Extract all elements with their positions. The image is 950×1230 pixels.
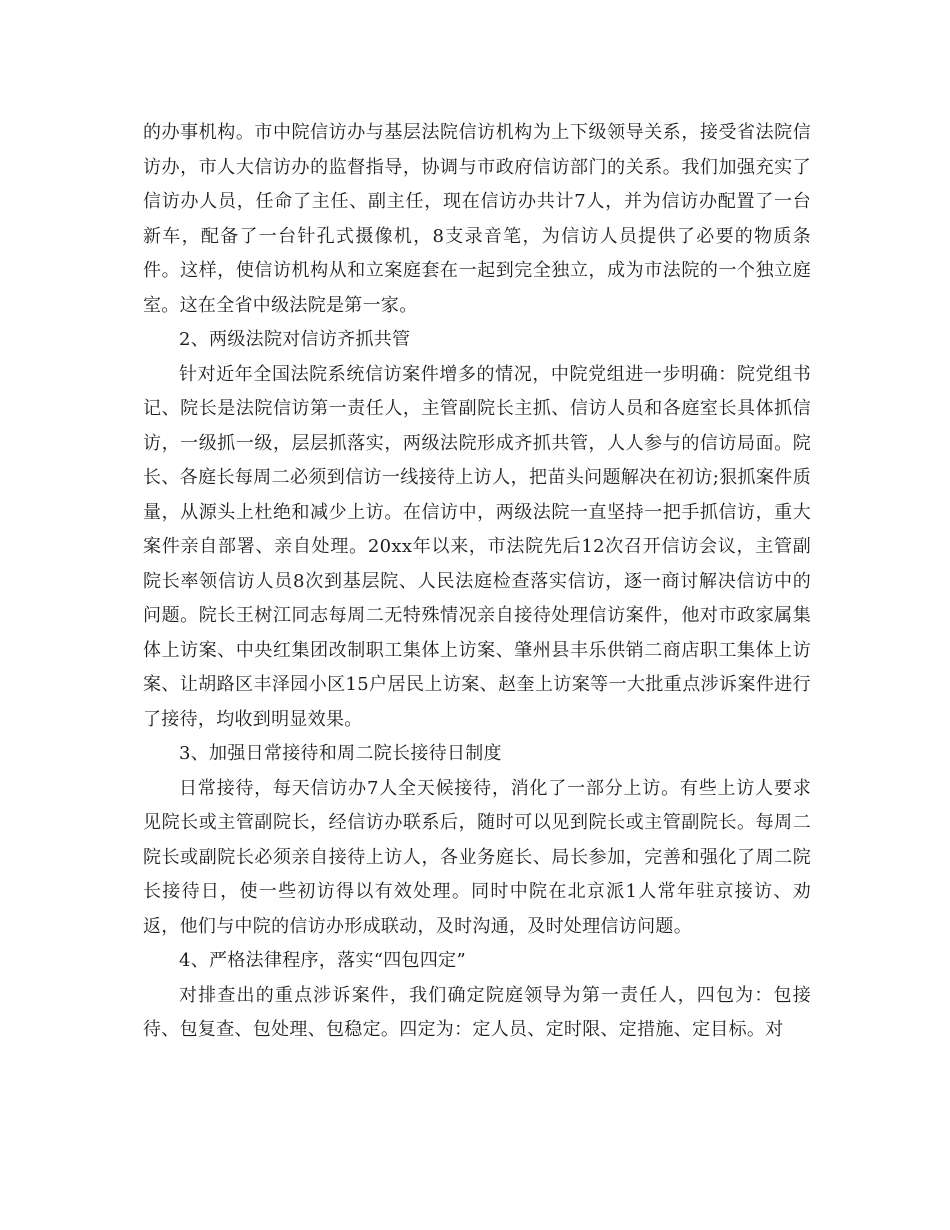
paragraph-section-2: 针对近年全国法院系统信访案件增多的情况，中院党组进一步明确：院党组书记、院长是法院信访第一责任人，主管副院长主抓、信访人员和各庭室长具体抓信访，一级抓一级，层层抓落实，两级法院形成齐抓共管，人人参与的信访局面。院长、各庭长每周二必须到信访一线接待上访人，把苗头问题解决在初访;狠抓案件质量，从源头上杜绝和减少上访。在信访中，两级法院一直坚持一把手抓信访，重大案件亲自部署、亲自处理。20xx年以来，市法院先后12次召开信访会议，主管副院长率领信访人员8次到基层院、人民法庭检查落实信访，逐一商讨解决信访中的问题。院长王树江同志每周二无特殊情况亲自接待处理信访案件，他对市政家属集体上访案、中央红集团改制职工集体上访案、肇州县丰乐供销二商店职工集体上访案、让胡路区丰泽园小区15户居民上访案、赵奎上访案等一大批重点涉诉案件进行了接待，均收到明显效果。 [143,363,811,730]
paragraph-continued: 的办事机构。市中院信访办与基层法院信访机构为上下级领导关系，接受省法院信访办，市人大信访办的监督指导，协调与市政府信访部门的关系。我们加强充实了信访办人员，任命了主任、副主任，现在信访办共计7人，并为信访办配置了一台新车，配备了一台针孔式摄像机，8支录音笔，为信访人员提供了必要的物质条件。这样，使信访机构从和立案庭套在一起到完全独立，成为市法院的一个独立庭室。这在全省中级法院是第一家。 [143,122,811,316]
section-heading-4: 4、严格法律程序，落实“四包四定” [179,950,466,971]
section-heading-2: 2、两级法院对信访齐抓共管 [179,329,411,350]
document-body [143,116,811,1048]
section-heading-3: 3、加强日常接待和周二院长接待日制度 [179,743,502,764]
paragraph-section-3: 日常接待，每天信访办7人全天候接待，消化了一部分上访。有些上访人要求见院长或主管副院长，经信访办联系后，随时可以见到院长或主管副院长。每周二院长或副院长必须亲自接待上访人，各业务庭长、局长参加，完善和强化了周二院长接待日，使一些初访得以有效处理。同时中院在北京派1人常年驻京接访、劝返，他们与中院的信访办形成联动，及时沟通，及时处理信访问题。 [143,777,811,937]
paragraph-section-4: 对排查出的重点涉诉案件，我们确定院庭领导为第一责任人，四包为：包接待、包复查、包处理、包稳定。四定为：定人员、定时限、定措施、定目标。对 [143,984,811,1040]
